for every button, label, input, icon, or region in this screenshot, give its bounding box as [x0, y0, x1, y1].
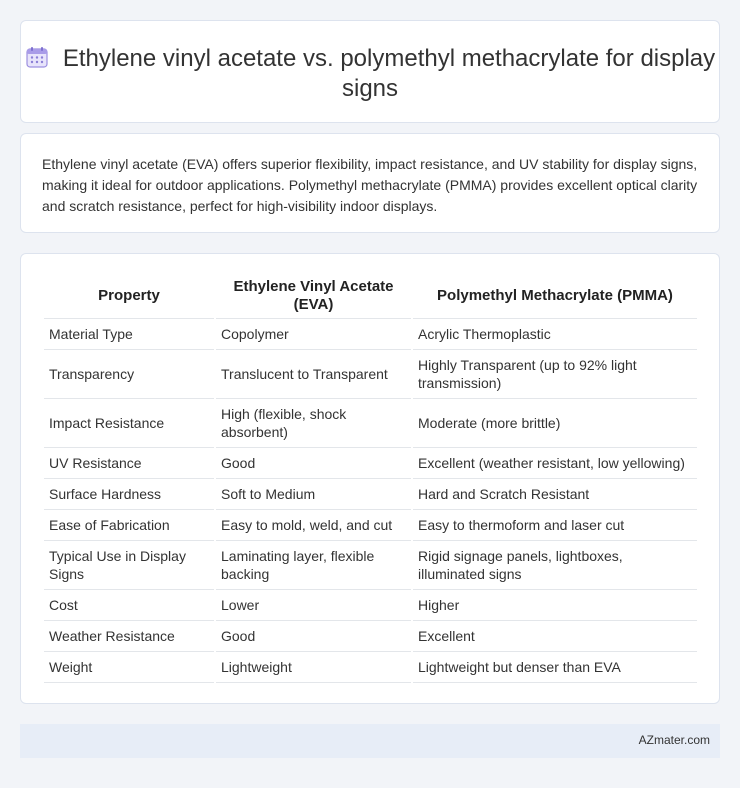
calendar-icon [25, 45, 49, 69]
cell-pmma: Lightweight but denser than EVA [413, 652, 697, 683]
cell-pmma: Moderate (more brittle) [413, 399, 697, 448]
header-eva: Ethylene Vinyl Acetate (EVA) [216, 274, 411, 319]
cell-property: Surface Hardness [44, 479, 214, 510]
cell-pmma: Easy to thermoform and laser cut [413, 510, 697, 541]
title-card [20, 20, 720, 123]
cell-property: Impact Resistance [44, 399, 214, 448]
table-row [44, 541, 697, 590]
description-text: Ethylene vinyl acetate (EVA) offers superior flexibility, impact resistance, and UV stability for display signs, making it ideal for outdoor applications. Polymethyl methacrylate (PMMA) provides excellent optical clarity and scratch resistance, perfect for high-visibility indoor displays. [42, 156, 698, 214]
cell-property: Weight [44, 652, 214, 683]
cell-property: UV Resistance [44, 448, 214, 479]
cell-eva: Translucent to Transparent [216, 350, 411, 399]
comparison-table [42, 274, 699, 683]
cell-pmma: Hard and Scratch Resistant [413, 479, 697, 510]
page-title: Ethylene vinyl acetate vs. polymethyl methacrylate for display signs [62, 45, 716, 102]
cell-eva: Copolymer [216, 319, 411, 350]
table-row [44, 319, 697, 350]
cell-pmma: Excellent (weather resistant, low yellowing) [413, 448, 697, 479]
cell-eva: Easy to mold, weld, and cut [216, 510, 411, 541]
footer-bar [20, 724, 720, 758]
cell-pmma: Higher [413, 590, 697, 621]
cell-pmma: Excellent [413, 621, 697, 652]
cell-eva: High (flexible, shock absorbent) [216, 399, 411, 448]
cell-eva: Good [216, 621, 411, 652]
comparison-card [20, 253, 720, 704]
table-row [44, 448, 697, 479]
table-row [44, 399, 697, 448]
cell-property: Weather Resistance [44, 621, 214, 652]
table-row [44, 350, 697, 399]
table-header-row [44, 274, 697, 319]
header-pmma: Polymethyl Methacrylate (PMMA) [413, 274, 697, 319]
header-property: Property [44, 274, 214, 319]
cell-property: Cost [44, 590, 214, 621]
cell-eva: Lower [216, 590, 411, 621]
table-row [44, 510, 697, 541]
table-row [44, 590, 697, 621]
cell-eva: Soft to Medium [216, 479, 411, 510]
cell-property: Typical Use in Display Signs [44, 541, 214, 590]
cell-pmma: Acrylic Thermoplastic [413, 319, 697, 350]
description-card [20, 133, 720, 233]
table-row [44, 479, 697, 510]
footer-brand: AZmater.com [638, 733, 710, 747]
cell-property: Transparency [44, 350, 214, 399]
table-row [44, 621, 697, 652]
table-row [44, 652, 697, 683]
page-title-wrap [21, 44, 719, 104]
cell-eva: Laminating layer, flexible backing [216, 541, 411, 590]
cell-eva: Good [216, 448, 411, 479]
cell-pmma: Rigid signage panels, lightboxes, illuminated signs [413, 541, 697, 590]
cell-property: Ease of Fabrication [44, 510, 214, 541]
cell-eva: Lightweight [216, 652, 411, 683]
cell-property: Material Type [44, 319, 214, 350]
cell-pmma: Highly Transparent (up to 92% light transmission) [413, 350, 697, 399]
